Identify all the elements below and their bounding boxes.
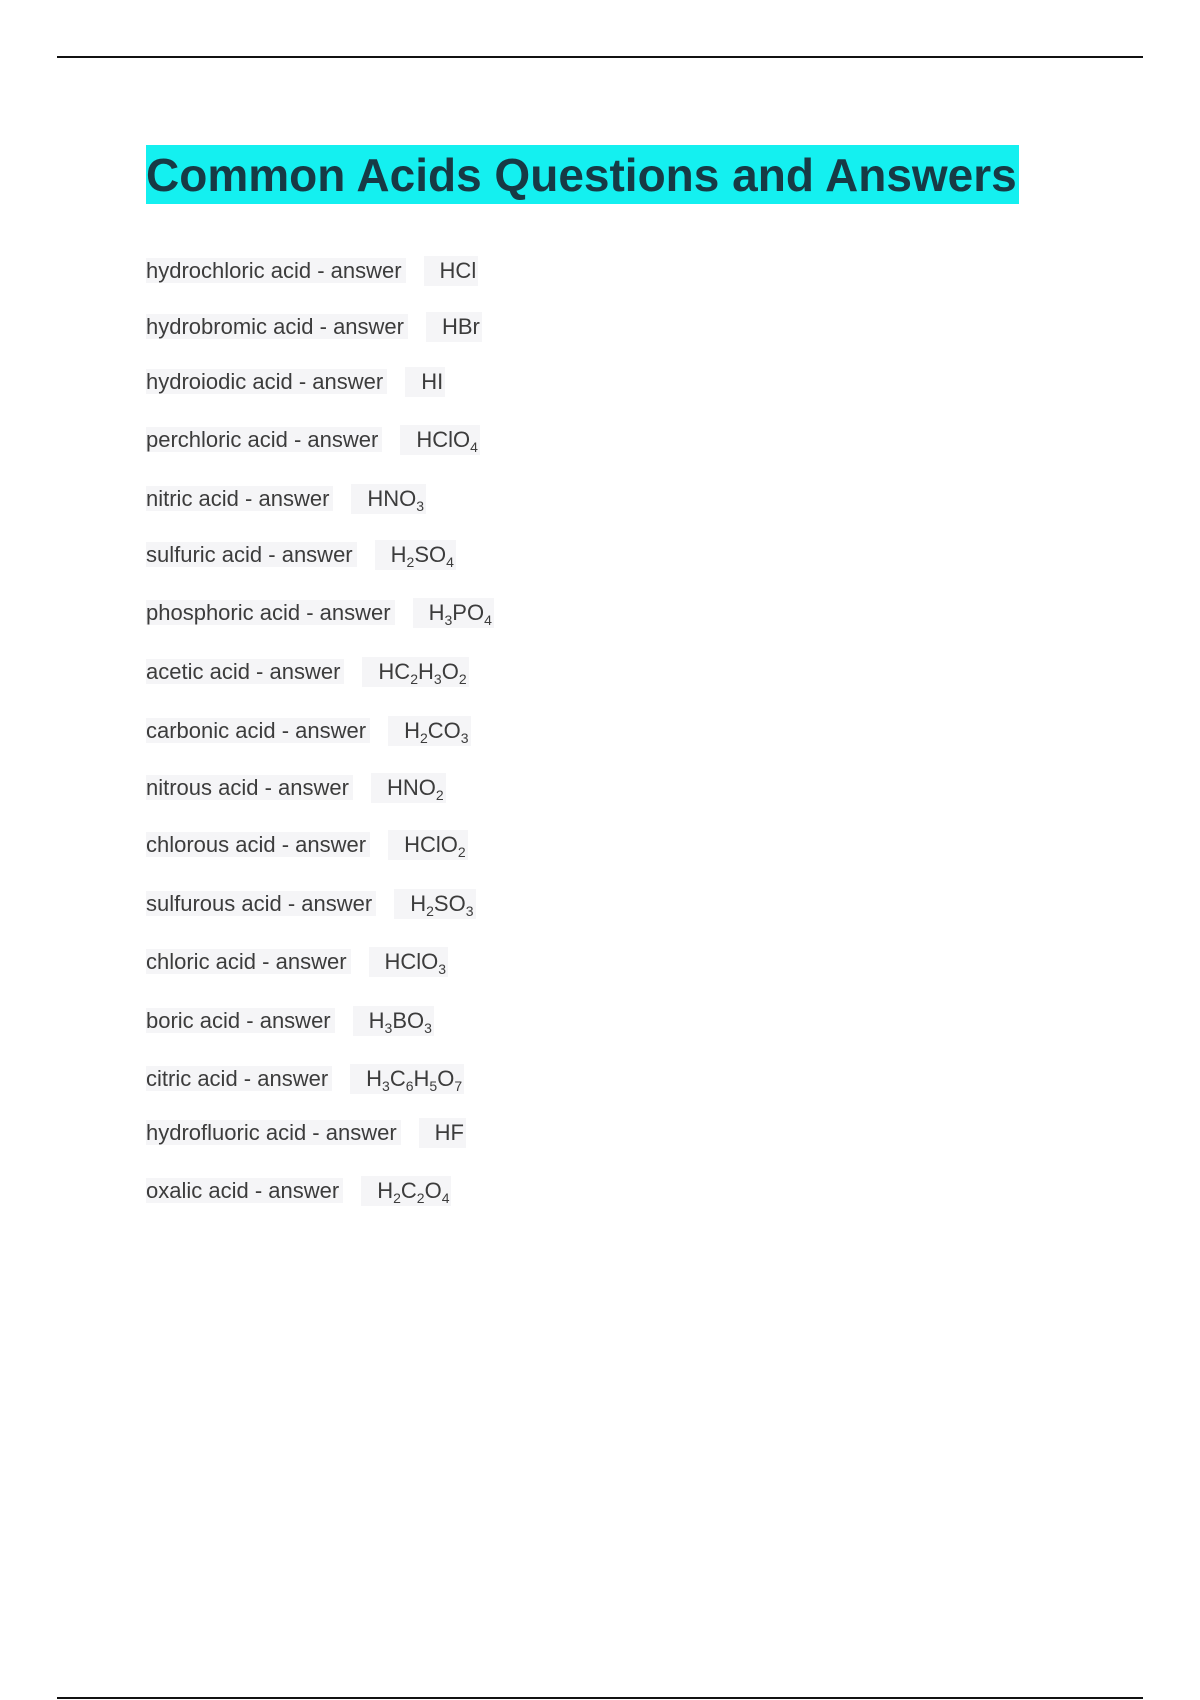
formula-element: O: [424, 1178, 442, 1203]
formula-element: HNO: [386, 775, 436, 800]
formula-element: H: [413, 1066, 430, 1091]
formula-element: HBr: [441, 314, 480, 339]
footer-rule: [57, 1697, 1143, 1699]
formula-element: H: [366, 1066, 383, 1091]
question-text: oxalic acid - answer: [146, 1178, 343, 1203]
question-text: hydrobromic acid - answer: [146, 314, 408, 339]
formula-element: HClO: [416, 427, 471, 452]
formula-subscript: 2: [410, 671, 418, 687]
answer-formula: [419, 1118, 466, 1148]
qa-item: [146, 1118, 466, 1148]
answer-formula: [369, 947, 449, 977]
qa-item: [146, 1006, 434, 1036]
formula-subscript: 2: [426, 903, 434, 919]
formula-subscript: 2: [420, 730, 428, 746]
formula-subscript: 2: [406, 554, 415, 570]
formula-element: H: [377, 1178, 394, 1203]
answer-formula: [388, 716, 470, 746]
formula-subscript: 4: [470, 439, 478, 455]
question-text: nitrous acid - answer: [146, 775, 353, 800]
formula-subscript: 2: [416, 1190, 425, 1206]
answer-formula: [353, 1006, 434, 1036]
formula-subscript: 2: [458, 671, 467, 687]
header-rule: [57, 56, 1143, 58]
question-text: hydrochloric acid - answer: [146, 258, 406, 283]
formula-subscript: 3: [416, 498, 425, 514]
answer-formula: [361, 1176, 451, 1206]
formula-subscript: 3: [438, 961, 447, 977]
formula-subscript: 7: [454, 1078, 463, 1094]
formula-subscript: 2: [435, 787, 444, 803]
qa-item: [146, 657, 469, 687]
formula-subscript: 4: [441, 1190, 450, 1206]
question-text: carbonic acid - answer: [146, 718, 370, 743]
answer-formula: [394, 889, 475, 919]
formula-subscript: 3: [444, 612, 453, 628]
formula-subscript: 3: [382, 1078, 390, 1094]
answer-formula: [375, 540, 456, 570]
question-text: hydrofluoric acid - answer: [146, 1120, 401, 1145]
formula-subscript: 2: [393, 1190, 401, 1206]
answer-formula: [362, 657, 468, 687]
qa-item: [146, 1176, 451, 1206]
qa-item: [146, 256, 478, 286]
formula-subscript: 3: [424, 1020, 432, 1036]
formula-subscript: 3: [465, 903, 474, 919]
qa-item: [146, 947, 448, 977]
formula-subscript: 3: [460, 730, 469, 746]
formula-element: BO: [392, 1008, 425, 1033]
answer-formula: [413, 598, 494, 628]
answer-formula: [424, 256, 479, 286]
formula-element: CO: [427, 718, 461, 743]
question-text: acetic acid - answer: [146, 659, 344, 684]
question-text: citric acid - answer: [146, 1066, 332, 1091]
answer-formula: [405, 367, 445, 397]
formula-element: H: [428, 600, 445, 625]
qa-item: [146, 773, 446, 803]
question-text: hydroiodic acid - answer: [146, 369, 387, 394]
question-text: nitric acid - answer: [146, 486, 333, 511]
formula-element: HI: [421, 369, 444, 394]
answer-formula: [400, 425, 480, 455]
answer-formula: [426, 312, 482, 342]
formula-subscript: 3: [384, 1020, 393, 1036]
formula-element: PO: [452, 600, 485, 625]
qa-item: [146, 312, 482, 342]
question-text: sulfuric acid - answer: [146, 542, 357, 567]
formula-element: H: [368, 1008, 385, 1033]
qa-item: [146, 830, 468, 860]
qa-item: [146, 598, 494, 628]
formula-subscript: 5: [429, 1078, 438, 1094]
answer-formula: [351, 484, 426, 514]
qa-item: [146, 484, 426, 514]
qa-item: [146, 367, 445, 397]
formula-element: HClO: [404, 832, 458, 857]
question-text: perchloric acid - answer: [146, 427, 382, 452]
formula-element: HClO: [384, 949, 439, 974]
qa-item: [146, 540, 456, 570]
formula-element: H: [418, 659, 434, 684]
qa-item: [146, 1064, 464, 1094]
question-text: chloric acid - answer: [146, 949, 351, 974]
answer-formula: [350, 1064, 464, 1094]
formula-element: SO: [414, 542, 447, 567]
formula-element: HNO: [367, 486, 417, 511]
formula-subscript: 2: [457, 844, 466, 860]
question-text: boric acid - answer: [146, 1008, 335, 1033]
formula-element: O: [441, 659, 459, 684]
formula-subscript: 3: [433, 671, 442, 687]
formula-subscript: 4: [446, 554, 454, 570]
question-text: phosphoric acid - answer: [146, 600, 395, 625]
formula-element: C: [400, 1178, 417, 1203]
formula-element: HC: [378, 659, 411, 684]
answer-formula: [371, 773, 446, 803]
formula-element: SO: [433, 891, 466, 916]
formula-subscript: 6: [405, 1078, 414, 1094]
formula-element: O: [437, 1066, 455, 1091]
formula-element: H: [410, 891, 427, 916]
qa-item: [146, 716, 471, 746]
question-text: sulfurous acid - answer: [146, 891, 376, 916]
formula-element: HCl: [439, 258, 477, 283]
qa-item: [146, 889, 476, 919]
question-text: chlorous acid - answer: [146, 832, 370, 857]
formula-subscript: 4: [484, 612, 492, 628]
formula-element: HF: [434, 1120, 464, 1145]
formula-element: H: [404, 718, 420, 743]
formula-element: H: [390, 542, 407, 567]
answer-formula: [388, 830, 468, 860]
page-title: Common Acids Questions and Answers: [146, 145, 1019, 204]
qa-item: [146, 425, 480, 455]
formula-element: C: [389, 1066, 406, 1091]
